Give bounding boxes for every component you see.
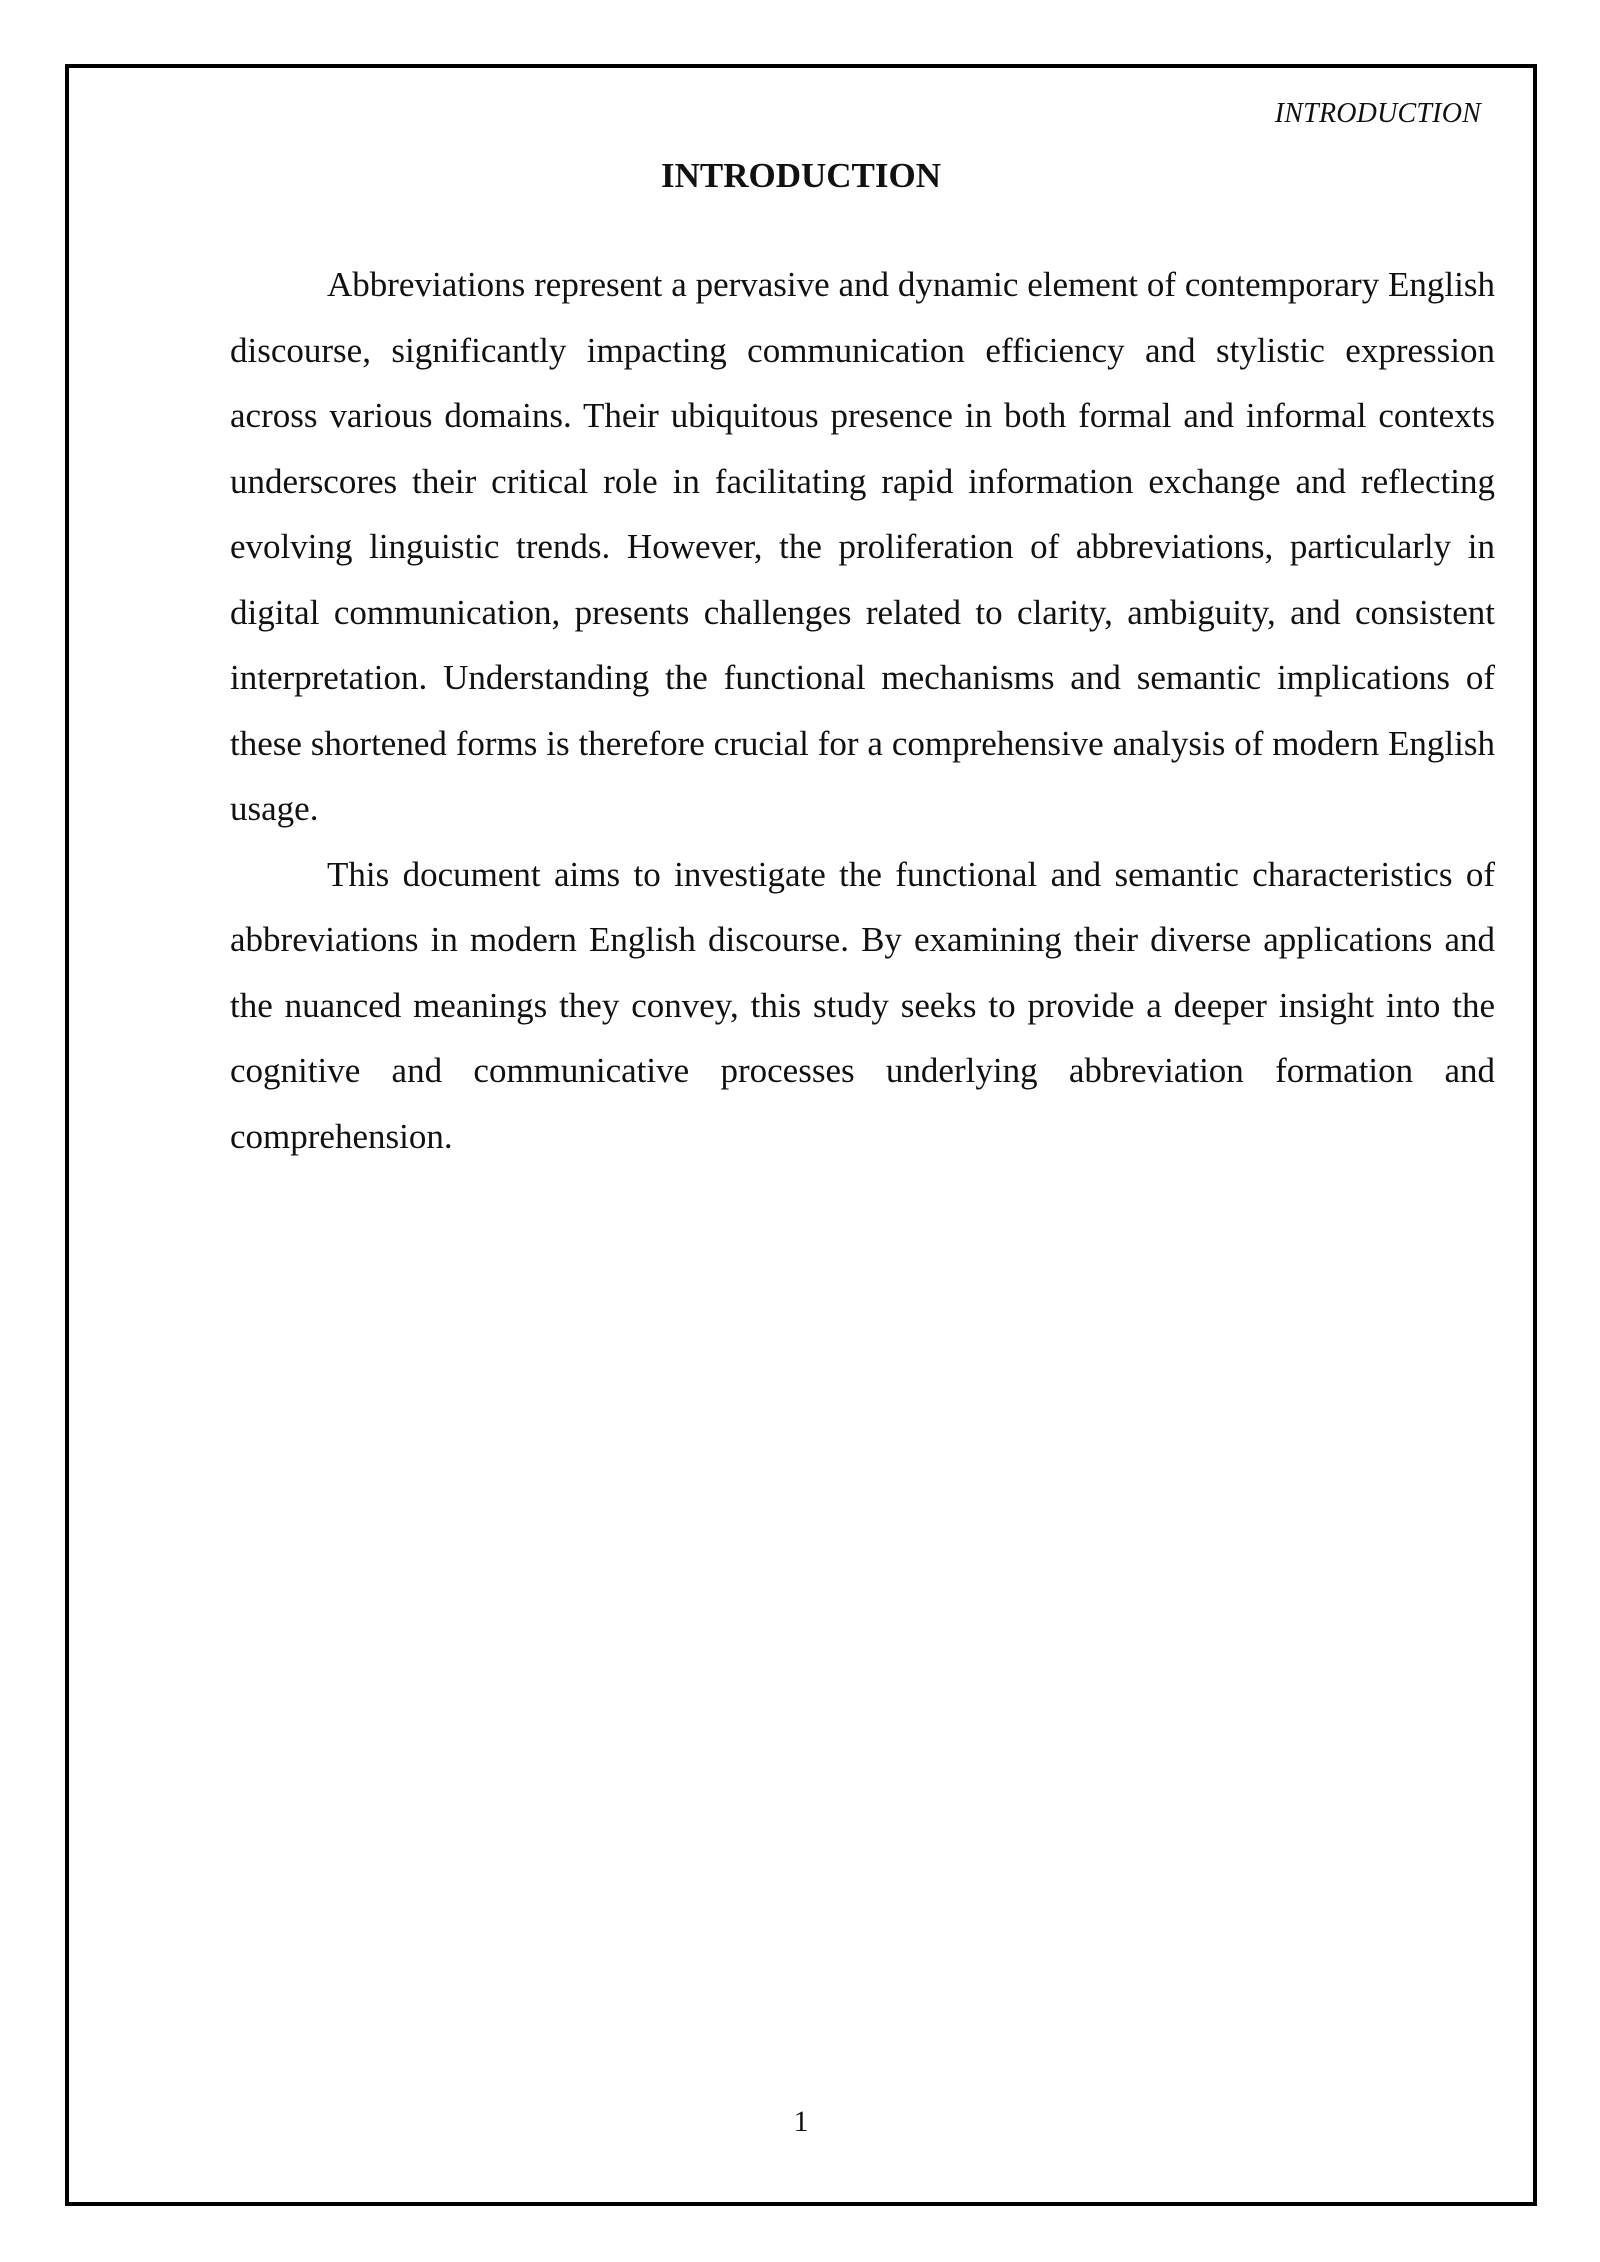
paragraph-1: Abbreviations represent a pervasive and dynamic element of contemporary English discourse, significantly impacting communication efficiency and stylistic expression across various domains. Their ubiquitous presence in both formal and informal contexts underscores their critical role in facilitating rapid information exchange and reflecting evolving linguistic trends. However, the proliferation of abbreviations, particularly in digital communication, presents challenges related to clarity, ambiguity, and consistent interpretation. Understanding the functional mechanisms and semantic implications of these shortened forms is therefore crucial for a comprehensive analysis of modern English usage. <box>230 265 1495 828</box>
page-number: 1 <box>793 2105 809 2138</box>
running-header: INTRODUCTION <box>1274 98 1481 129</box>
paragraph-2: This document aims to investigate the functional and semantic characteristics of abbreviations in modern English discourse. By examining their diverse applications and the nuanced meanings they convey, this study seeks to provide a deeper insight into the cognitive and communicative processes underlying abbreviation formation and comprehension. <box>230 854 1495 1156</box>
body-text <box>230 252 1495 1169</box>
page-border-frame <box>65 64 1537 2206</box>
page-title: INTRODUCTION <box>660 156 942 195</box>
